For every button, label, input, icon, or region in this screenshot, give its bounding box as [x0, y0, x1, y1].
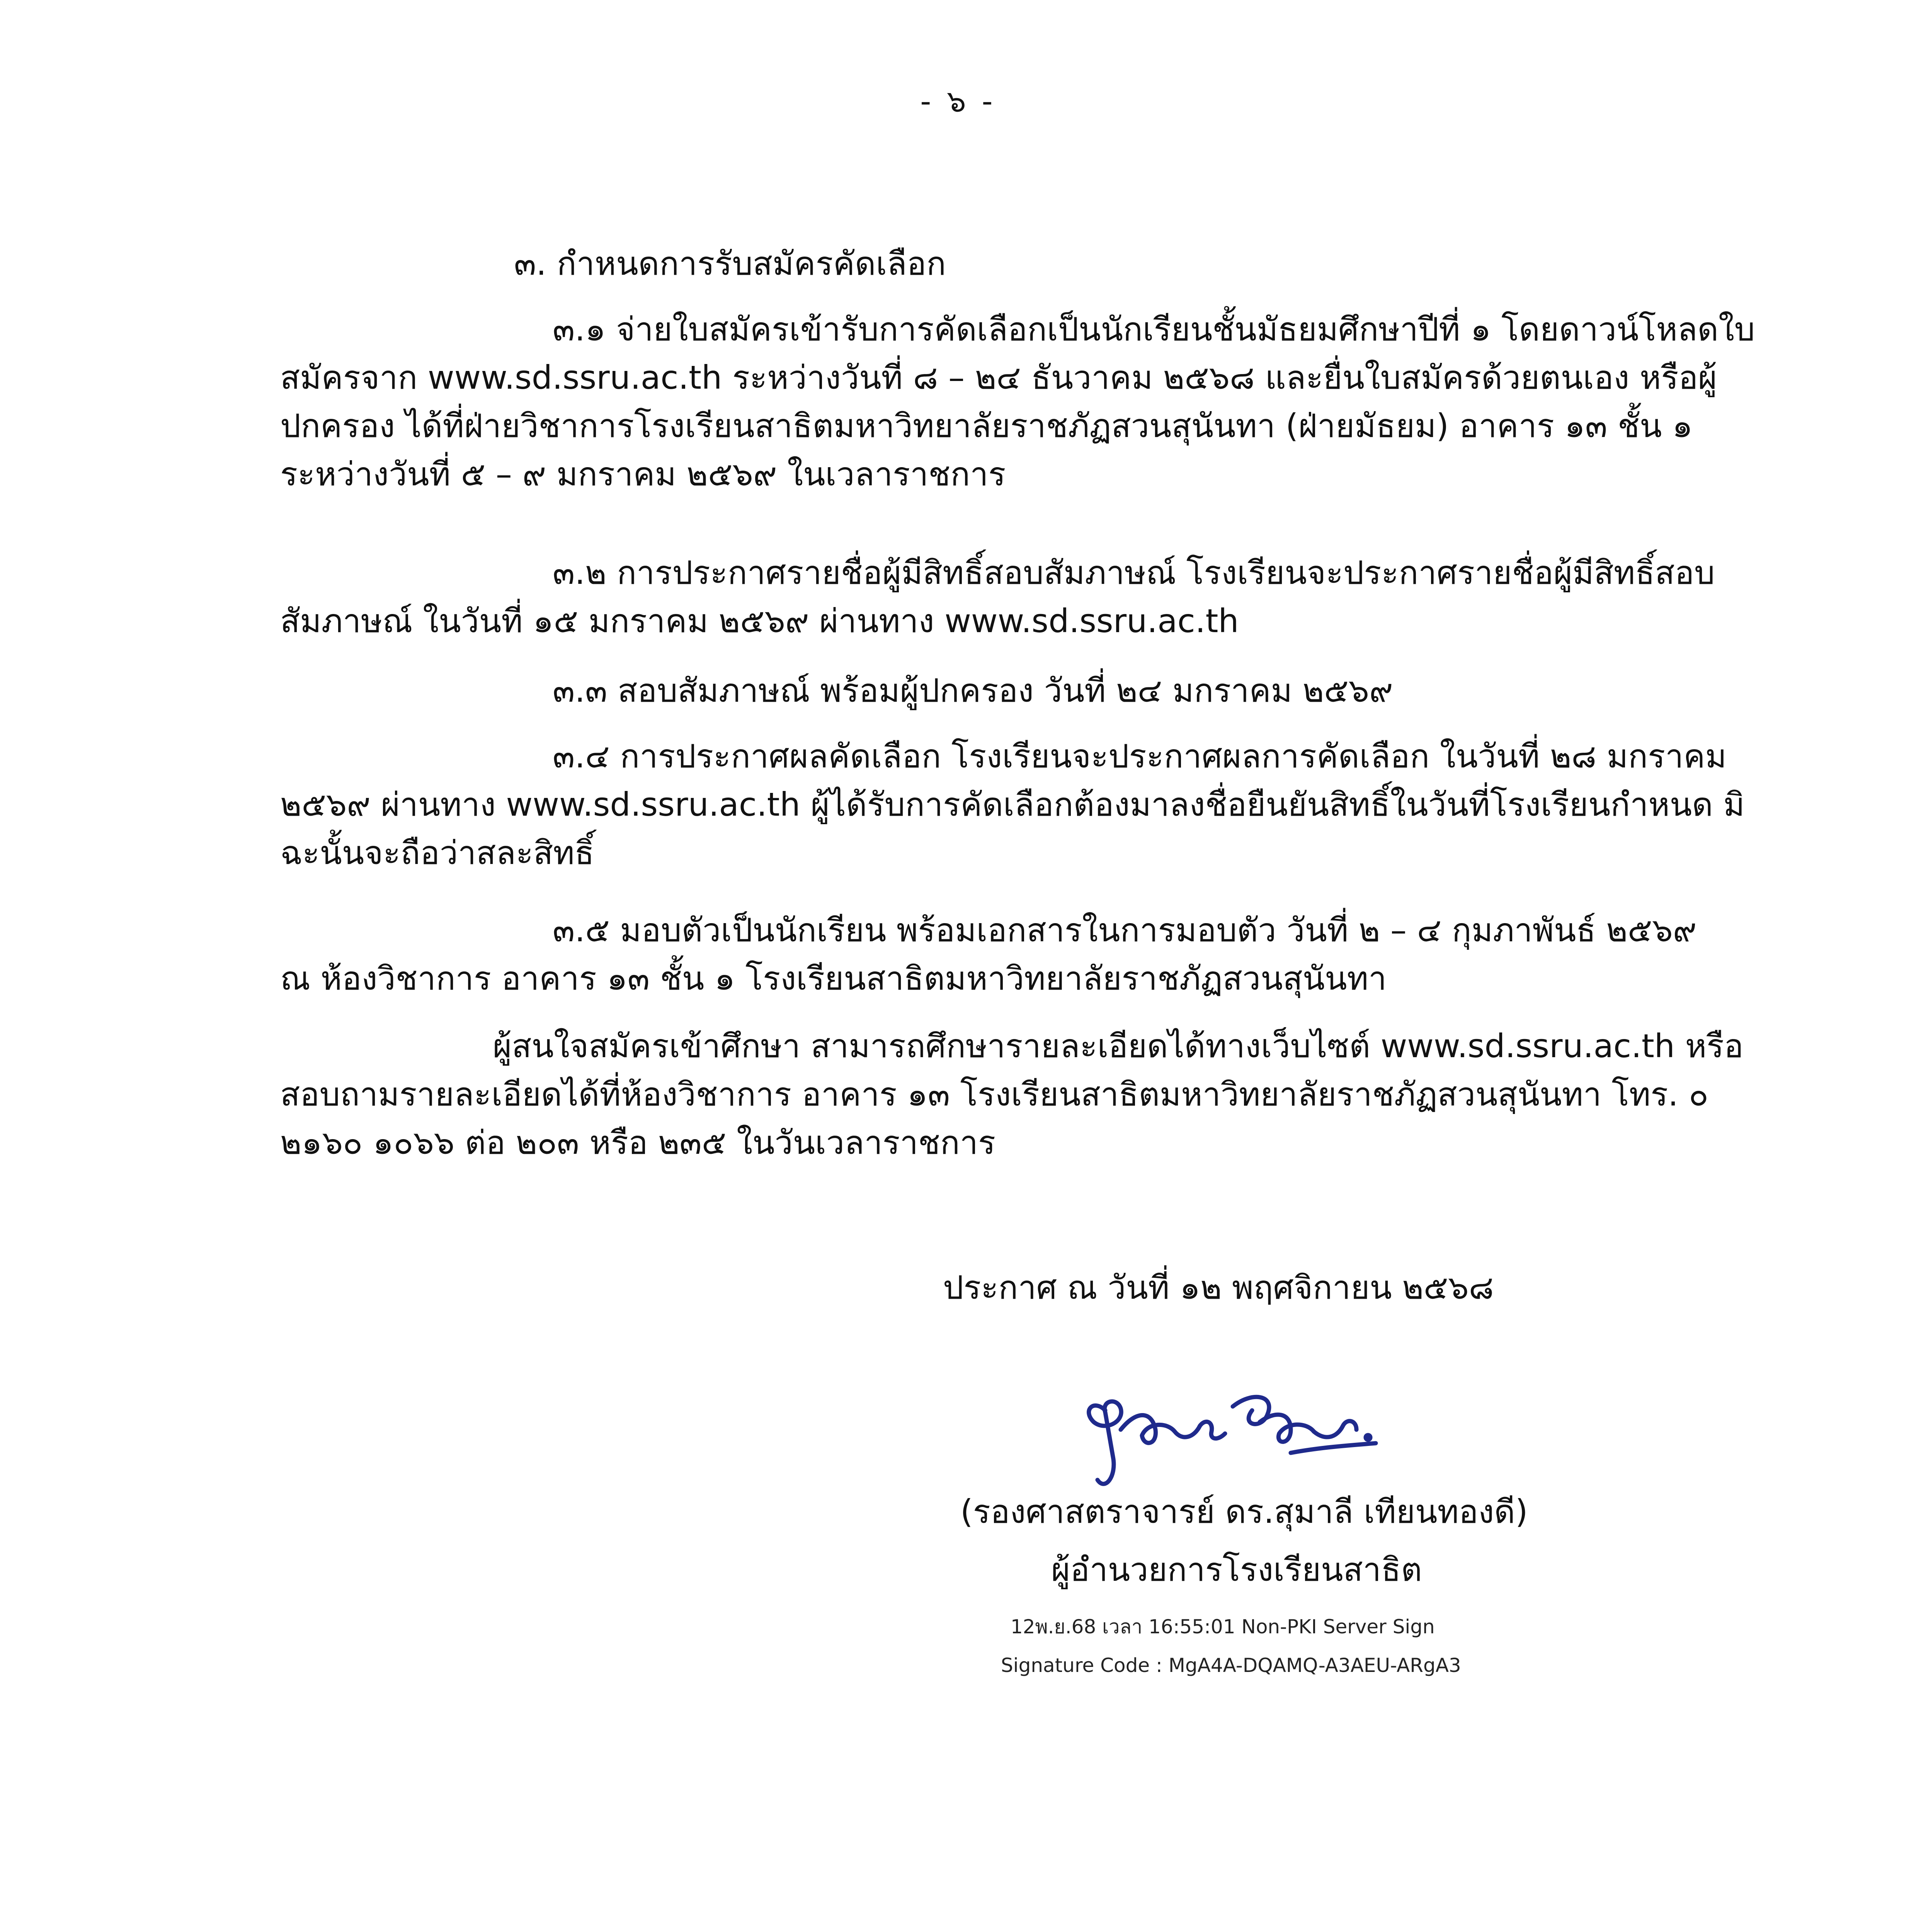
item-3-1-line-2: สมัครจาก www.sd.ssru.ac.th ระหว่างวันที่ ๘ – ๒๔ ธันวาคม ๒๕๖๘ และยื่นใบสมัครด้วยตนเอง หรือผู้ [280, 359, 1717, 396]
item-3-5-line-1: ๓.๕ มอบตัวเป็นนักเรียน พร้อมเอกสารในการมอบตัว วันที่ ๒ – ๔ กุมภาพันธ์ ๒๕๖๙ [553, 911, 1697, 949]
announcement-date: ประกาศ ณ วันที่ ๑๒ พฤศจิกายน ๒๕๖๘ [943, 1269, 1494, 1306]
item-3-2-line-1: ๓.๒ การประกาศรายชื่อผู้มีสิทธิ์สอบสัมภาษณ์ โรงเรียนจะประกาศรายชื่อผู้มีสิทธิ์สอบ [553, 554, 1715, 592]
digital-sign-code: Signature Code : MgA4A-DQAMQ-A3AEU-ARgA3 [1001, 1654, 1461, 1677]
item-3-1-line-4: ระหว่างวันที่ ๕ – ๙ มกราคม ๒๕๖๙ ในเวลาราชการ [280, 455, 1006, 493]
item-3-4-line-1: ๓.๔ การประกาศผลคัดเลือก โรงเรียนจะประกาศผลการคัดเลือก ในวันที่ ๒๘ มกราคม [553, 737, 1727, 775]
item-3-4-line-3: ฉะนั้นจะถือว่าสละสิทธิ์ [280, 834, 594, 872]
signer-position: ผู้อำนวยการโรงเรียนสาธิต [1051, 1551, 1422, 1588]
item-3-4-line-2: ๒๕๖๙ ผ่านทาง www.sd.ssru.ac.th ผู้ได้รับการคัดเลือกต้องมาลงชื่อยืนยันสิทธิ์ในวันที่โรงเรียนกำหนด มิ [280, 786, 1745, 823]
contact-line-1: ผู้สนใจสมัครเข้าศึกษา สามารถศึกษารายละเอียดได้ทางเว็บไซต์ www.sd.ssru.ac.th หรือ [493, 1027, 1744, 1065]
contact-line-2: สอบถามรายละเอียดได้ที่ห้องวิชาการ อาคาร ๑๓ โรงเรียนสาธิตมหาวิทยาลัยราชภัฏสวนสุนันทา โทร. ๐ [280, 1075, 1708, 1113]
section-heading: ๓. กำหนดการรับสมัครคัดเลือก [514, 245, 946, 282]
item-3-2-line-2: สัมภาษณ์ ในวันที่ ๑๕ มกราคม ๒๕๖๙ ผ่านทาง www.sd.ssru.ac.th [280, 602, 1239, 640]
item-3-1-line-3: ปกครอง ได้ที่ฝ่ายวิชาการโรงเรียนสาธิตมหาวิทยาลัยราชภัฏสวนสุนันทา (ฝ่ายมัธยม) อาคาร ๑๓ ชั้น ๑ [280, 407, 1693, 445]
signer-name: (รองศาสตราจารย์ ดร.สุมาลี เทียนทองดี) [960, 1493, 1528, 1531]
page-number: - ๖ - [920, 84, 996, 119]
contact-line-3: ๒๑๖๐ ๑๐๖๖ ต่อ ๒๐๓ หรือ ๒๓๕ ในวันเวลาราชการ [280, 1124, 996, 1162]
item-3-1-line-1: ๓.๑ จ่ายใบสมัครเข้ารับการคัดเลือกเป็นนักเรียนชั้นมัธยมศึกษาปีที่ ๑ โดยดาวน์โหลดใบ [553, 310, 1755, 348]
item-3-3-line-1: ๓.๓ สอบสัมภาษณ์ พร้อมผู้ปกครอง วันที่ ๒๔ มกราคม ๒๕๖๙ [553, 672, 1393, 709]
handwritten-signature [1059, 1364, 1407, 1511]
item-3-5-line-2: ณ ห้องวิชาการ อาคาร ๑๓ ชั้น ๑ โรงเรียนสาธิตมหาวิทยาลัยราชภัฏสวนสุนันทา [280, 959, 1387, 997]
digital-sign-timestamp: 12พ.ย.68 เวลา 16:55:01 Non-PKI Server Sign [1011, 1616, 1435, 1638]
